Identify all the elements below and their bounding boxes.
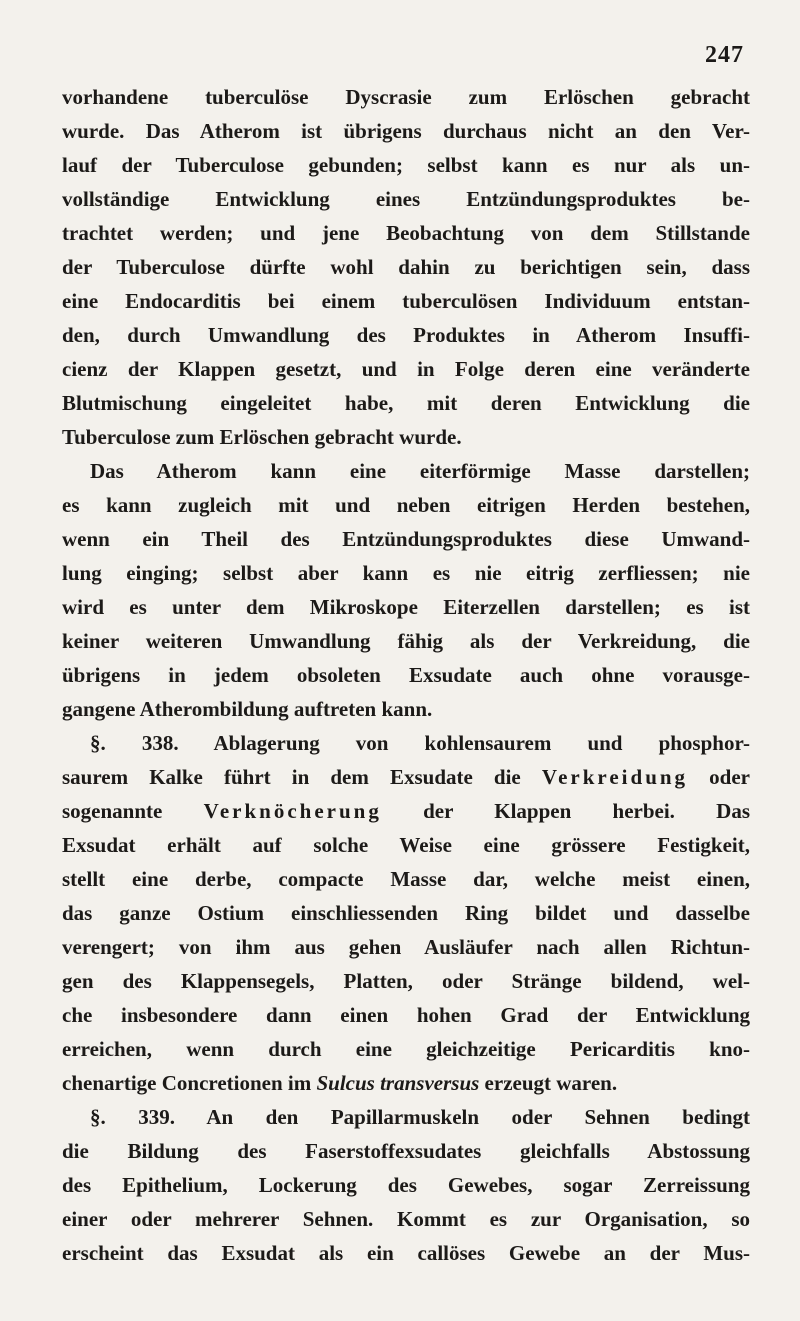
text-line: wenn ein Theil des Entzündungsproduktes diese Umwand- bbox=[62, 527, 750, 551]
text-line: das ganze Ostium einschliessenden Ring bildet und dasselbe bbox=[62, 901, 750, 925]
text-fragment: chenartige Concretionen im bbox=[62, 1071, 317, 1095]
text-line: verengert; von ihm aus gehen Ausläufer nach allen Richtun- bbox=[62, 935, 750, 959]
text-line: eine Endocarditis bei einem tuberculösen Individuum entstan- bbox=[62, 289, 750, 313]
body-text bbox=[62, 80, 750, 1270]
text-line: Exsudat erhält auf solche Weise eine grössere Festigkeit, bbox=[62, 833, 750, 857]
section-heading-338: §. 338. Ablagerung von kohlensaurem und phosphor- bbox=[90, 731, 750, 755]
text-line: einer oder mehrerer Sehnen. Kommt es zur Organisation, so bbox=[62, 1207, 750, 1231]
text-line bbox=[62, 760, 750, 794]
text-fragment: sogenannte bbox=[62, 799, 204, 823]
text-line: Tuberculose zum Erlöschen gebracht wurde. bbox=[62, 425, 462, 449]
text-line: es kann zugleich mit und neben eitrigen Herden bestehen, bbox=[62, 493, 750, 517]
text-line: den, durch Umwandlung des Produktes in Atherom Insuffi- bbox=[62, 323, 750, 347]
text-line: cienz der Klappen gesetzt, und in Folge deren eine veränderte bbox=[62, 357, 750, 381]
text-line: keiner weiteren Umwandlung fähig als der Verkreidung, die bbox=[62, 629, 750, 653]
text-line bbox=[62, 1066, 750, 1100]
text-line: des Epithelium, Lockerung des Gewebes, sogar Zerreissung bbox=[62, 1173, 750, 1197]
emphasis-term: Verknöcherung bbox=[203, 799, 382, 823]
text-line: die Bildung des Faserstoffexsudates gleichfalls Abstossung bbox=[62, 1139, 750, 1163]
text-line: vollständige Entwicklung eines Entzündungsproduktes be- bbox=[62, 187, 750, 211]
text-line: erreichen, wenn durch eine gleichzeitige Pericarditis kno- bbox=[62, 1037, 750, 1061]
text-line: Das Atherom kann eine eiterförmige Masse darstellen; bbox=[90, 459, 750, 483]
text-fragment: erzeugt waren. bbox=[479, 1071, 618, 1095]
text-line: lauf der Tuberculose gebunden; selbst kann es nur als un- bbox=[62, 153, 750, 177]
page-number: 247 bbox=[705, 42, 744, 68]
section-heading-339: §. 339. An den Papillarmuskeln oder Sehnen bedingt bbox=[90, 1105, 750, 1129]
text-line: erscheint das Exsudat als ein callöses Gewebe an der Mus- bbox=[62, 1241, 750, 1265]
text-fragment: oder bbox=[688, 765, 750, 789]
text-line: der Tuberculose dürfte wohl dahin zu berichtigen sein, dass bbox=[62, 255, 750, 279]
text-fragment: der Klappen herbei. Das bbox=[381, 799, 750, 823]
text-line bbox=[62, 794, 750, 828]
text-line: gangene Atherombildung auftreten kann. bbox=[62, 697, 433, 721]
text-line: gen des Klappensegels, Platten, oder Stränge bildend, wel- bbox=[62, 969, 750, 993]
italic-term: Sulcus transversus bbox=[316, 1071, 480, 1095]
text-line: wird es unter dem Mikroskope Eiterzellen darstellen; es ist bbox=[62, 595, 750, 619]
text-line: stellt eine derbe, compacte Masse dar, welche meist einen, bbox=[62, 867, 750, 891]
emphasis-term: Verkreidung bbox=[541, 765, 689, 789]
text-line: Blutmischung eingeleitet habe, mit deren Entwicklung die bbox=[62, 391, 750, 415]
text-line: wurde. Das Atherom ist übrigens durchaus nicht an den Ver- bbox=[62, 119, 750, 143]
text-line: vorhandene tuberculöse Dyscrasie zum Erlöschen gebracht bbox=[62, 85, 750, 109]
text-line: lung einging; selbst aber kann es nie eitrig zerfliessen; nie bbox=[62, 561, 750, 585]
text-line: übrigens in jedem obsoleten Exsudate auch ohne vorausge- bbox=[62, 663, 750, 687]
text-fragment: saurem Kalke führt in dem Exsudate die bbox=[62, 765, 542, 789]
text-line: che insbesondere dann einen hohen Grad der Entwicklung bbox=[62, 1003, 750, 1027]
text-line: trachtet werden; und jene Beobachtung von dem Stillstande bbox=[62, 221, 750, 245]
